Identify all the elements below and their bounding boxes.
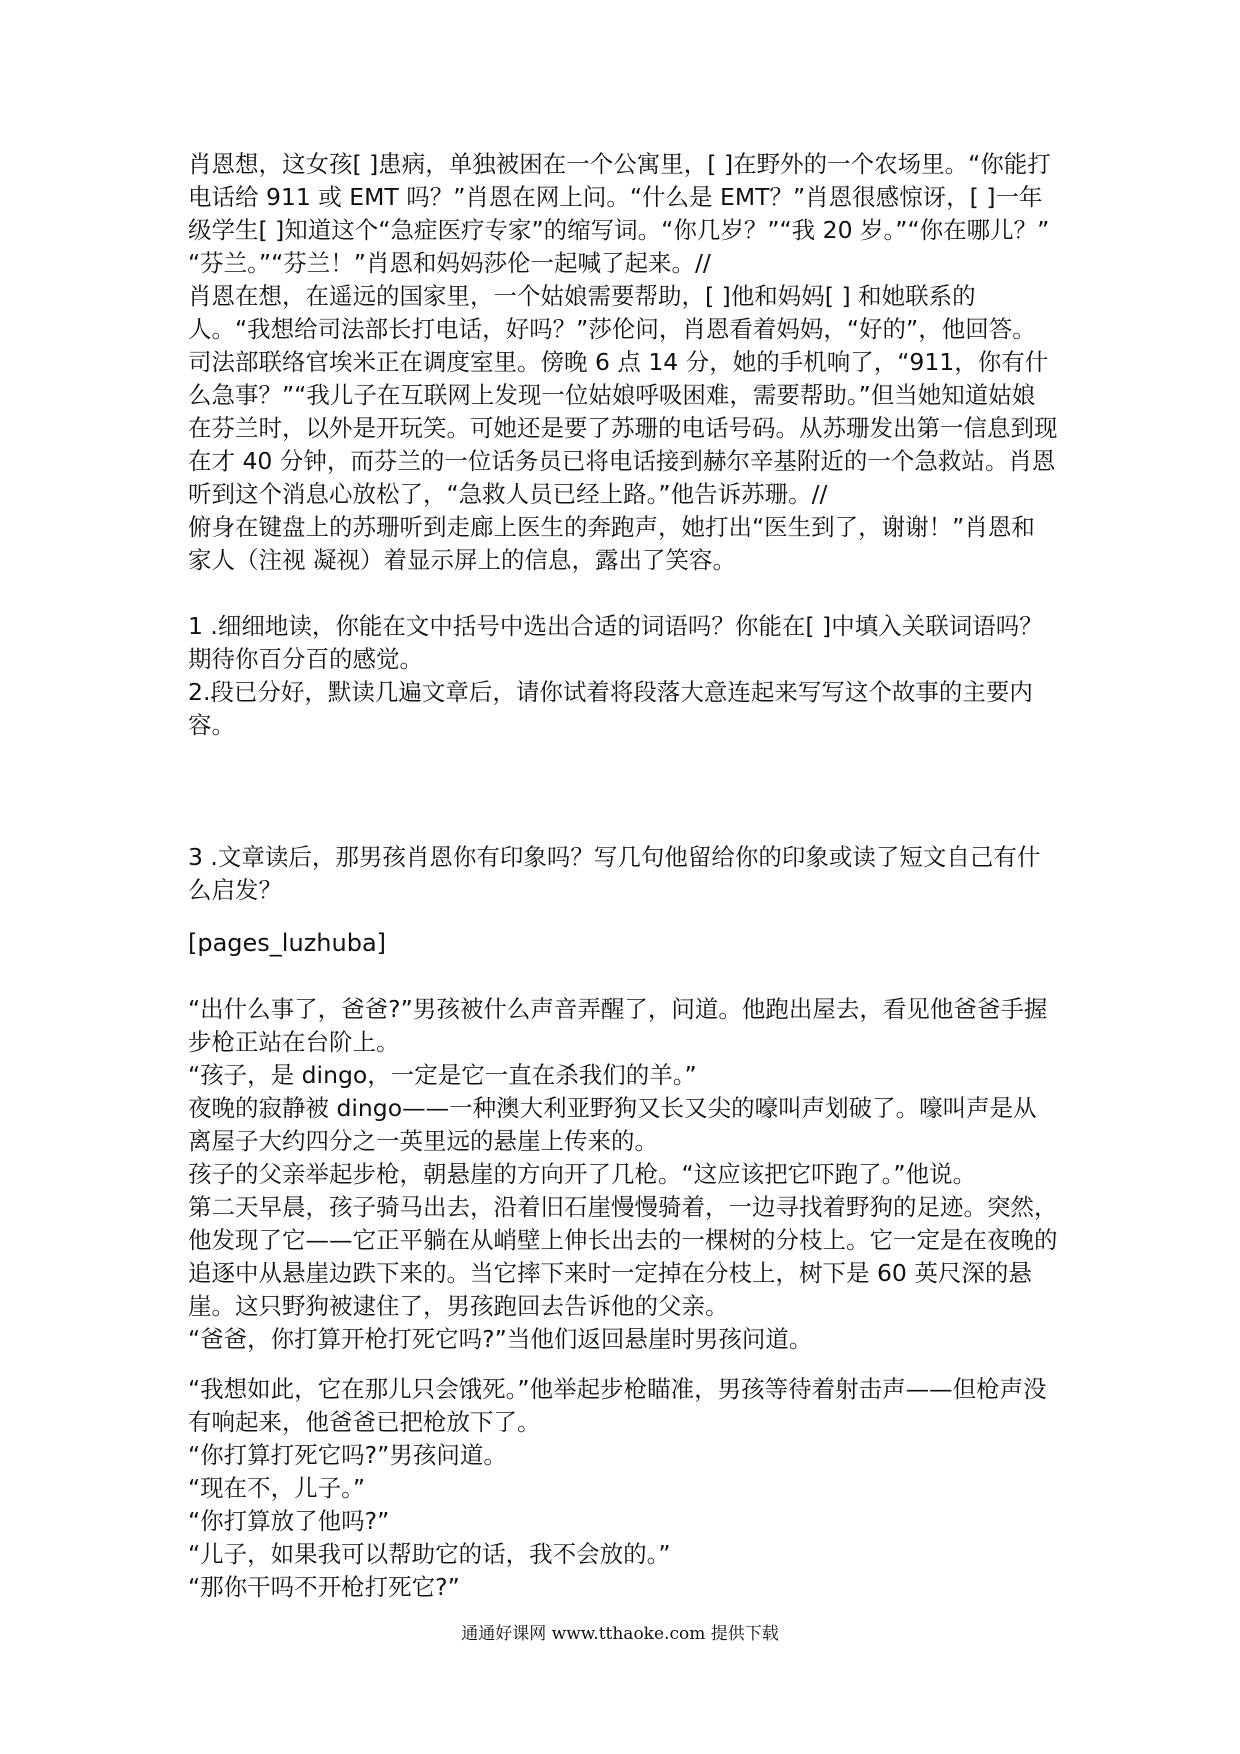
- spacer: [188, 960, 1058, 993]
- story1-paragraph-2: 肖恩在想，在遥远的国家里，一个姑娘需要帮助，[ ]他和妈妈[ ] 和她联系的人。“我想给司法部长打电话，好吗？”莎伦问，肖恩看着妈妈，“好的”，他回答。: [188, 282, 1036, 343]
- question-3: 3 .文章读后，那男孩肖恩你有印象吗？写几句他留给你的印象或读了短文自己有什么启发？: [188, 843, 1041, 904]
- spacer: [188, 907, 1058, 927]
- question-2: 2.段已分好，默读几遍文章后，请你试着将段落大意连起来写写这个故事的主要内容。: [188, 678, 1033, 739]
- story2-paragraph-10: “你打算放了他吗?”: [188, 1507, 390, 1535]
- story2-paragraph-7: “我想如此，它在那儿只会饿死。”他举起步枪瞄准，男孩等待着射击声——但枪声没有响起来，他爸爸已把枪放下了。: [188, 1375, 1047, 1436]
- spacer: [188, 577, 1058, 610]
- story2-paragraph-8: “你打算打死它吗?”男孩问道。: [188, 1441, 507, 1469]
- story2-paragraph-4: 孩子的父亲举起步枪，朝悬崖的方向开了几枪。“这应该把它吓跑了。”他说。: [188, 1160, 977, 1188]
- story2-paragraph-1: “出什么事了，爸爸?”男孩被什么声音弄醒了，问道。他跑出屋去，看见他爸爸手握步枪正站在台阶上。: [188, 995, 1048, 1056]
- question-1: 1 .细细地读，你能在文中括号中选出合适的词语吗？你能在[ ]中填入关联词语吗？期待你百分百的感觉。: [188, 612, 1043, 673]
- story1-paragraph-3: 司法部联络官埃米正在调度室里。傍晚 6 点 14 分，她的手机响了，“911，你有什么急事？”“我儿子在互联网上发现一位姑娘呼吸困难，需要帮助。”但当她知道姑娘在芬兰时，以外是开玩笑。可她还是要了苏珊的电话号码。从苏珊发出第一信息到现在才 40 分钟，而芬兰的一位话务员已将电话接到赫尔辛基附近的一个急救站。肖恩听到这个消息心放松了，“急救人员已经上路。”他告诉苏珊。//: [188, 348, 1058, 508]
- story2-paragraph-2: “孩子，是 dingo，一定是它一直在杀我们的羊。”: [188, 1061, 697, 1089]
- spacer: [188, 1356, 1058, 1373]
- page-marker: [pages_luzhuba]: [188, 929, 387, 957]
- document-body: [188, 148, 1058, 1604]
- story1-paragraph-1: 肖恩想，这女孩[ ]患病，单独被困在一个公寓里，[ ]在野外的一个农场里。“你能打电话给 911 或 EMT 吗？”肖恩在网上问。“什么是 EMT？”肖恩很感惊讶，[ ]一年级学生[ ]知道这个“急症医疗专家”的缩写词。“你几岁？”“我 20 岁。”“你在哪儿？” “芬兰。”“芬兰！”肖恩和妈妈莎伦一起喊了起来。//: [188, 150, 1051, 277]
- story1-paragraph-4: 俯身在键盘上的苏珊听到走廊上医生的奔跑声，她打出“医生到了，谢谢！”肖恩和家人（注视 凝视）着显示屏上的信息，露出了笑容。: [188, 513, 1035, 574]
- story2-paragraph-11: “儿子，如果我可以帮助它的话，我不会放的。”: [188, 1540, 671, 1568]
- story2-paragraph-3: 夜晚的寂静被 dingo——一种澳大利亚野狗又长又尖的嚎叫声划破了。嚎叫声是从离屋子大约四分之一英里远的悬崖上传来的。: [188, 1094, 1037, 1155]
- story2-paragraph-5: 第二天早晨，孩子骑马出去，沿着旧石崖慢慢骑着，一边寻找着野狗的足迹。突然，他发现了它——它正平躺在从峭壁上伸长出去的一棵树的分枝上。它一定是在夜晚的追逐中从悬崖边跌下来的。当它摔下来时一定掉在分枝上，树下是 60 英尺深的悬崖。这只野狗被逮住了，男孩跑回去告诉他的父亲。: [188, 1193, 1058, 1320]
- answer-space: [188, 742, 1058, 841]
- story2-paragraph-9: “现在不，儿子。”: [188, 1474, 366, 1502]
- story2-paragraph-6: “爸爸，你打算开枪打死它吗?”当他们返回悬崖时男孩问道。: [188, 1325, 813, 1353]
- page-footer: 通通好课网 www.tthaoke.com 提供下载: [461, 1624, 779, 1644]
- story2-paragraph-12: “那你干吗不开枪打死它?”: [188, 1573, 460, 1601]
